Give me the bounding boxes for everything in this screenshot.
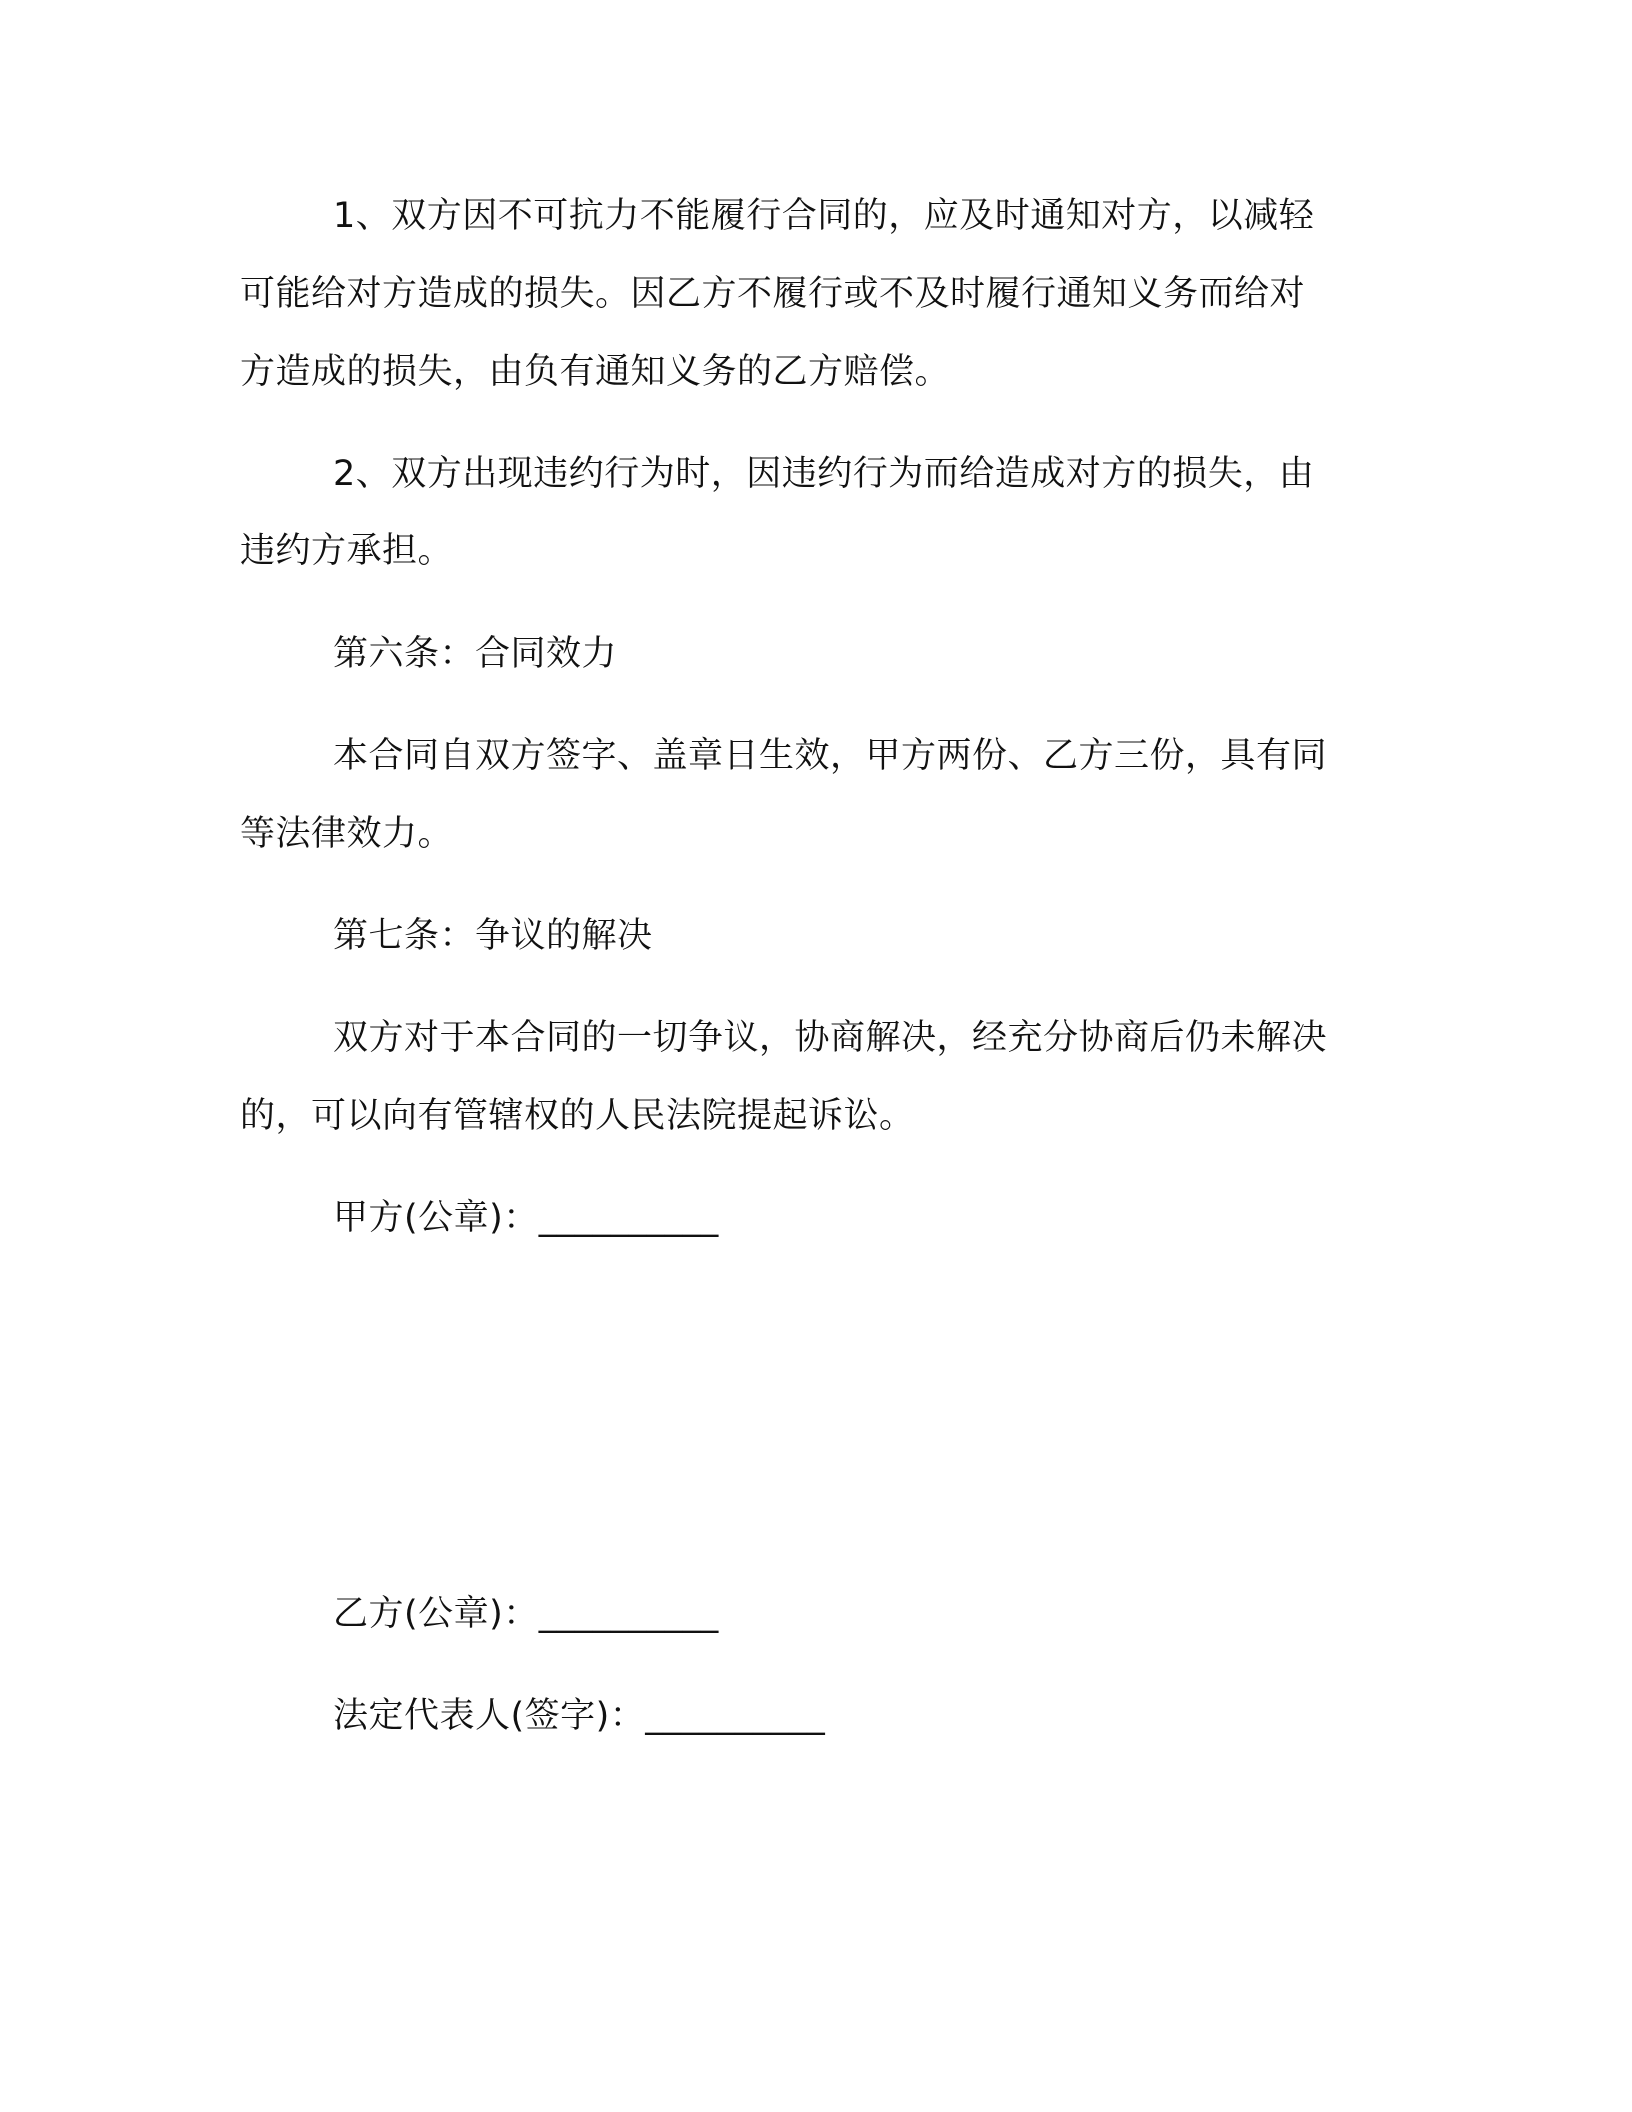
clause-1-line-1: 1、双方因不可抗力不能履行合同的，应及时通知对方，以减轻 <box>333 196 1315 236</box>
clause-1-line-3: 方造成的损失，由负有通知义务的乙方赔偿。 <box>240 352 951 392</box>
article-7-line-2: 的，可以向有管辖权的人民法院提起诉讼。 <box>240 1096 915 1136</box>
party-b-signature-line: 乙方(公章)：__________ <box>333 1594 719 1634</box>
party-a-signature-line: 甲方(公章)：__________ <box>333 1198 719 1238</box>
clause-2-line-2: 违约方承担。 <box>240 531 454 571</box>
article-7-heading: 第七条：争议的解决 <box>333 916 653 956</box>
article-7-line-1: 双方对于本合同的一切争议，协商解决，经充分协商后仍未解决 <box>333 1018 1328 1058</box>
article-6-line-2: 等法律效力。 <box>240 814 454 854</box>
clause-1-line-2: 可能给对方造成的损失。因乙方不履行或不及时履行通知义务而给对 <box>240 274 1306 314</box>
clause-2-line-1: 2、双方出现违约行为时，因违约行为而给造成对方的损失，由 <box>333 454 1315 494</box>
article-6-line-1: 本合同自双方签字、盖章日生效，甲方两份、乙方三份，具有同 <box>333 736 1328 776</box>
legal-representative-signature-line: 法定代表人(签字)：__________ <box>333 1696 826 1736</box>
article-6-heading: 第六条：合同效力 <box>333 634 618 674</box>
